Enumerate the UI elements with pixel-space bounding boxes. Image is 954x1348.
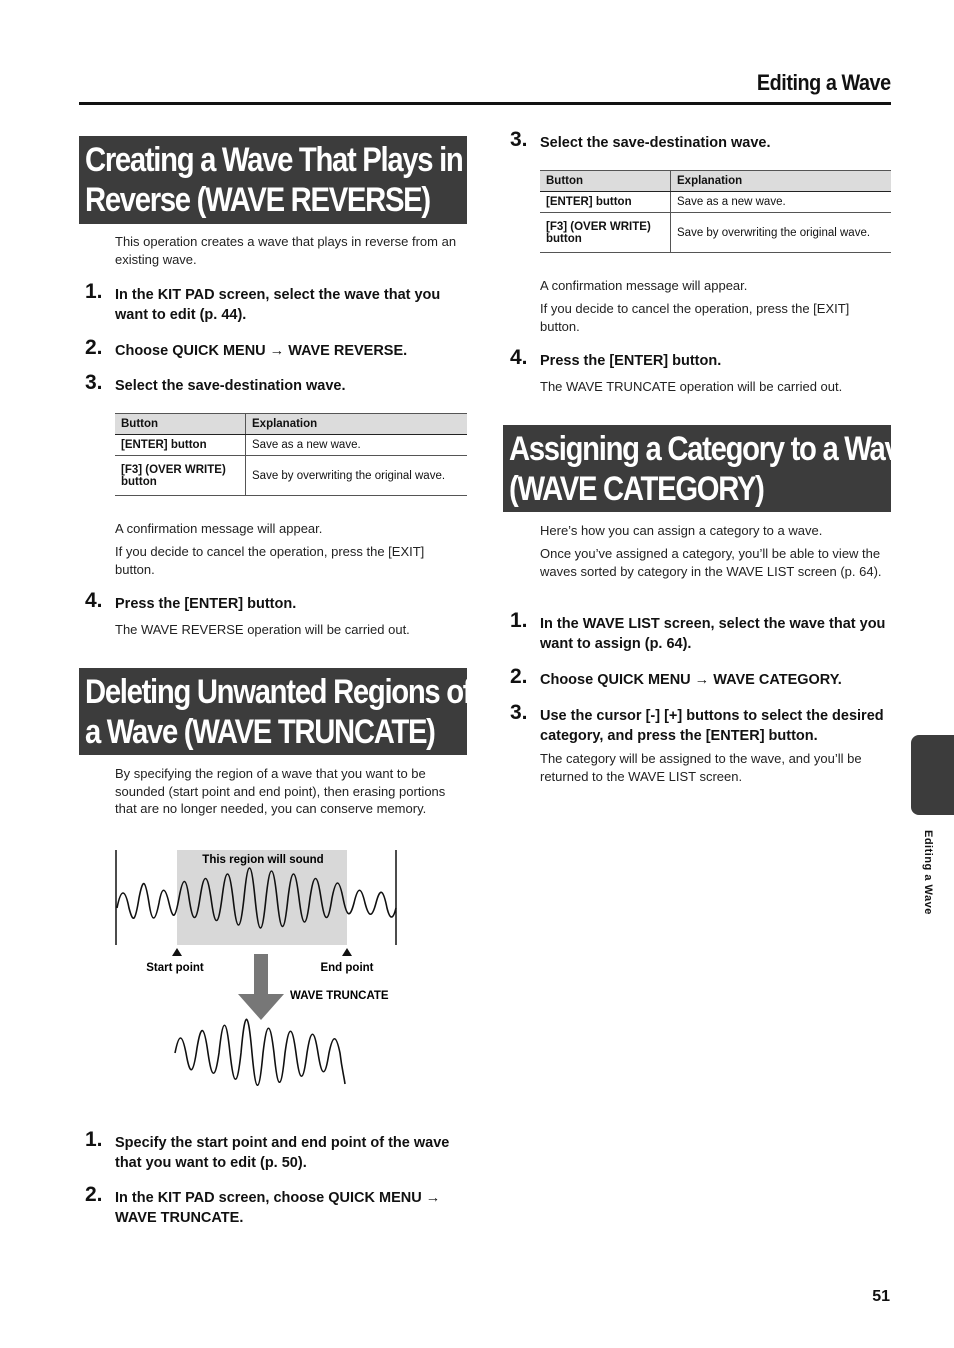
category-result: The category will be assigned to the wave, and you’ll be returned to the WAVE LIST screen. [540,751,862,784]
title-line-2: Reverse (WAVE REVERSE) [85,181,430,219]
region-label: This region will sound [202,854,324,866]
start-point-marker [172,948,182,956]
truncate-table [540,170,891,253]
table-header-row [540,171,891,192]
truncate-diagram [115,848,400,1108]
title-line-2: (WAVE CATEGORY) [509,470,764,508]
step-text: Choose QUICK MENU → WAVE CATEGORY. [540,672,842,688]
step-number: 4. [85,589,103,612]
reverse-table [115,413,467,496]
table-cell: [ENTER] button [115,435,246,456]
table-cell: Save as a new wave. [246,435,468,456]
header-rule [79,102,891,105]
section-title-reverse [79,136,467,224]
step-number: 2. [510,665,528,688]
step-number: 2. [85,1183,103,1206]
table-header-row [115,414,467,435]
truncate-intro: By specifying the region of a wave that you want to be sounded (start point and end point), then erasing portions that are no longer needed, you can conserve memory. [115,766,446,816]
truncate-note-1: A confirmation message will appear. [540,278,748,293]
step-text: Press the [ENTER] button. [540,353,722,369]
table-cell: [F3] (OVER WRITE) button [540,213,671,253]
reverse-result: The WAVE REVERSE operation will be carried out. [115,622,410,637]
reverse-note-2: If you decide to cancel the operation, press the [EXIT] button. [115,544,425,577]
category-intro-2: Once you’ve assigned a category, you’ll be able to view the waves sorted by category in the WAVE LIST screen (p. 64). [540,546,882,579]
arrow-label: WAVE TRUNCATE [290,990,389,1002]
table-cell: Save by overwriting the original wave. [246,456,468,496]
category-intro-1: Here’s how you can assign a category to a wave. [540,523,823,538]
truncate-result: The WAVE TRUNCATE operation will be carried out. [540,379,843,394]
truncate-step-2 [85,1183,460,1228]
truncate-step-3 [510,128,892,153]
title-line-1: Assigning a Category to a Wave [509,430,915,468]
section-title-truncate [79,668,472,755]
category-step-2 [510,665,892,690]
step-number: 1. [85,1128,103,1151]
step-text: Choose QUICK MENU → WAVE REVERSE. [115,343,408,359]
reverse-step-3 [85,371,467,396]
category-step-1 [510,609,892,654]
step-number: 3. [510,128,528,151]
table-cell: [F3] (OVER WRITE) button [115,456,246,496]
truncate-note-2: If you decide to cancel the operation, press the [EXIT] button. [540,301,850,334]
table-header: Button [115,414,246,435]
step-number: 2. [85,336,103,359]
table-header: Explanation [671,171,892,192]
reverse-step-1 [85,280,467,325]
step-text: Press the [ENTER] button. [115,596,297,612]
step-number: 3. [510,701,528,724]
title-line-1: Creating a Wave That Plays in [85,141,463,179]
table-row [115,456,467,496]
step-text: In the KIT PAD screen, choose QUICK MENU → WAVE TRUNCATE. [115,1190,441,1226]
side-tab-label: Editing a Wave [922,830,934,915]
table-header: Explanation [246,414,468,435]
category-step-3 [510,701,892,746]
step-number: 4. [510,346,528,369]
table-row [540,192,891,213]
reverse-note-1: A confirmation message will appear. [115,521,323,536]
end-point-marker [342,948,352,956]
title-line-2: a Wave (WAVE TRUNCATE) [85,713,435,751]
step-text: Select the save-destination wave. [540,135,771,151]
section-title-category [503,425,915,512]
end-point-label: End point [320,962,374,974]
step-number: 1. [85,280,103,303]
table-row [540,213,891,253]
step-text: Specify the start point and end point of the wave that you want to edit (p. 50). [115,1135,450,1171]
step-text: Use the cursor [-] [+] buttons to select the desired category, and press the [ENTER] button. [540,708,884,744]
step-number: 1. [510,609,528,632]
reverse-intro: This operation creates a wave that plays in reverse from an existing wave. [115,234,457,267]
step-number: 3. [85,371,103,394]
step-text: In the WAVE LIST screen, select the wave that you want to assign (p. 64). [540,616,886,652]
table-cell: Save by overwriting the original wave. [671,213,892,253]
step-text: Select the save-destination wave. [115,378,346,394]
down-arrow [238,954,284,1020]
truncate-step-1 [85,1128,467,1173]
table-cell: [ENTER] button [540,192,671,213]
step-text: In the KIT PAD screen, select the wave that you want to edit (p. 44). [115,287,441,323]
page-number: 51 [872,1288,890,1305]
truncated-waveform [175,1019,345,1085]
reverse-step-2 [85,336,467,361]
side-tab [911,735,954,815]
title-line-1: Deleting Unwanted Regions of [85,673,472,711]
header-title: Editing a Wave [757,70,891,95]
truncate-step-4 [510,346,892,371]
reverse-step-4 [85,589,467,614]
start-point-label: Start point [146,962,204,974]
table-row [115,435,467,456]
table-cell: Save as a new wave. [671,192,892,213]
table-header: Button [540,171,671,192]
